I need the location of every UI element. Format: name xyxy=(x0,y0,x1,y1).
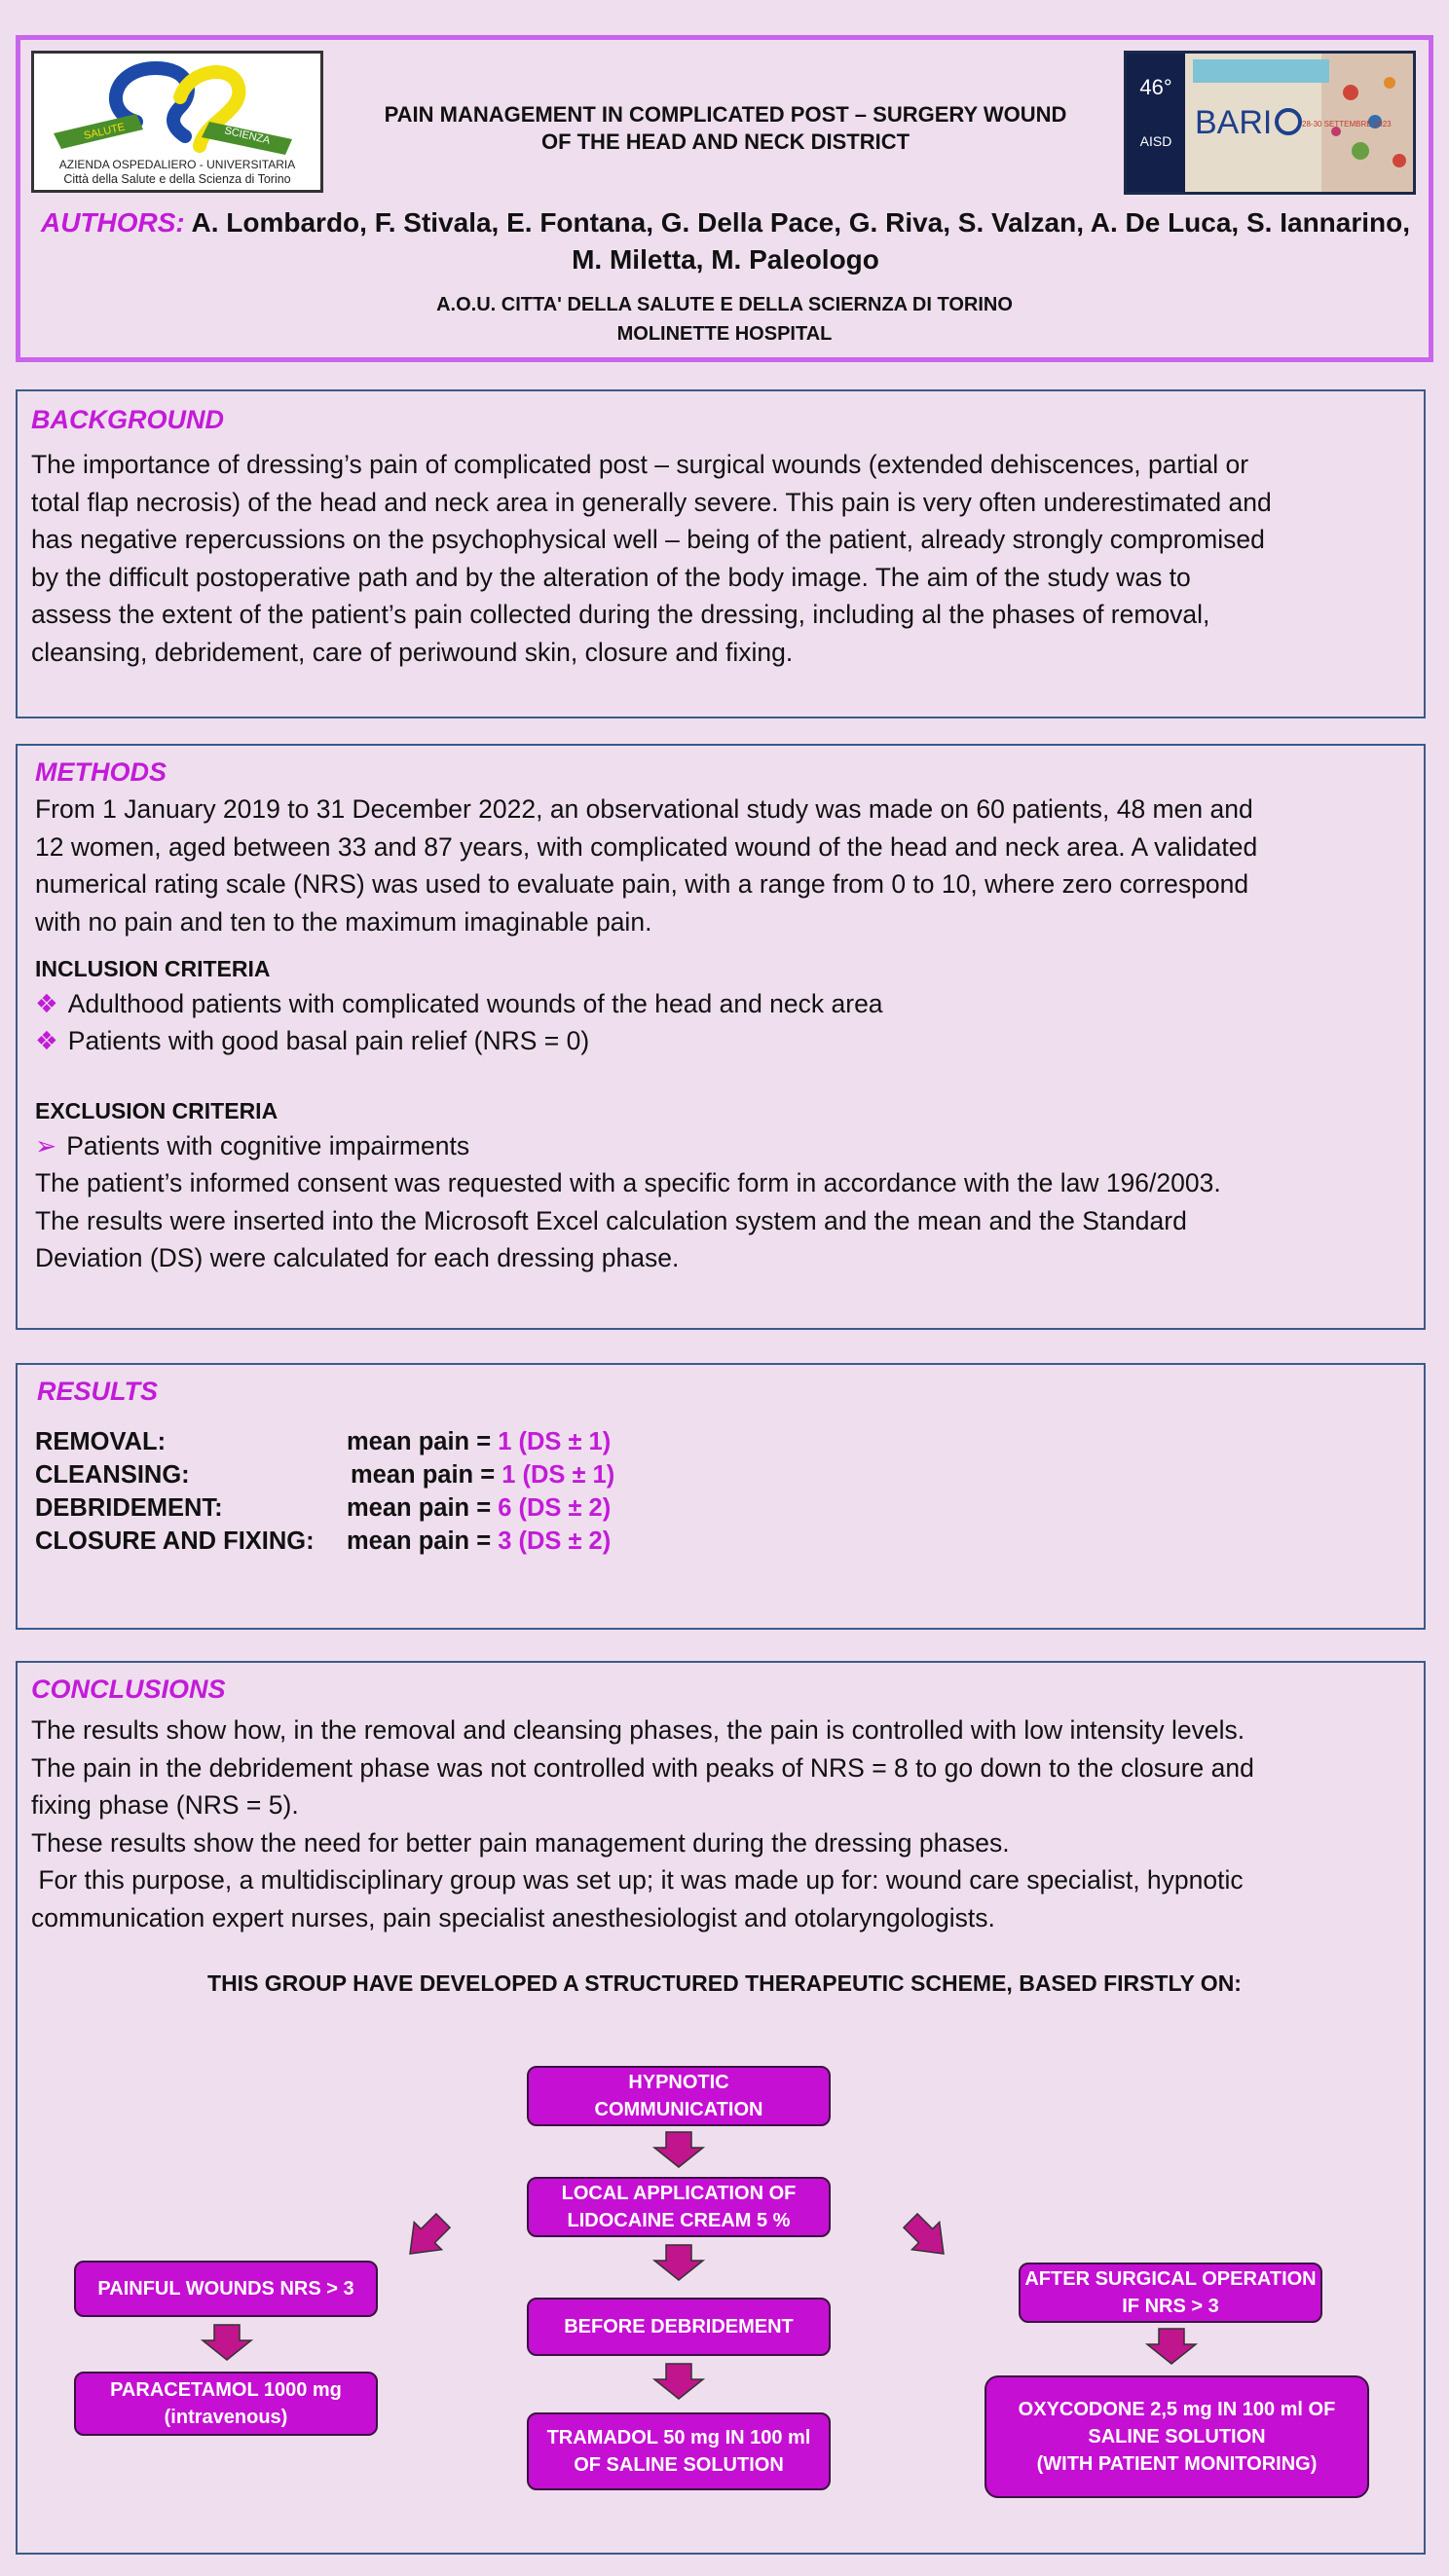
authors xyxy=(39,204,1412,278)
logo-ribbon-right: SCIENZA xyxy=(223,125,272,147)
methods-line: numerical rating scale (NRS) was used to evaluate pain, with a range from 0 to 10, where zero correspond xyxy=(35,869,1249,899)
scheme-title: THIS GROUP HAVE DEVELOPED A STRUCTURED THERAPEUTIC SCHEME, BASED FIRSTLY ON: xyxy=(207,1970,1242,1996)
down-arrow-icon xyxy=(651,2243,706,2282)
methods-section xyxy=(16,744,1426,1330)
methods-closing-line: Deviation (DS) were calculated for each dressing phase. xyxy=(35,1243,680,1272)
background-line: cleansing, debridement, care of periwound skin, closure and fixing. xyxy=(31,637,794,667)
methods-closing-line: The patient’s informed consent was requested with a specific form in accordance with the law 196/2003. xyxy=(35,1168,1221,1197)
results-row: CLOSURE AND FIXING: mean pain = 3 (DS ± 2) xyxy=(35,1527,612,1555)
methods-closing xyxy=(35,1164,1418,1277)
methods-closing-line: The results were inserted into the Microsoft Excel calculation system and the mean and the Standard xyxy=(35,1205,1187,1235)
authors-line-2: M. Miletta, M. Paleologo xyxy=(572,244,879,275)
down-arrow-icon xyxy=(651,2362,706,2401)
conclusions-text xyxy=(31,1711,1414,1936)
conclusions-line: The pain in the debridement phase was not controlled with peaks of NRS = 8 to go down to the closure and xyxy=(31,1752,1254,1783)
results-row: DEBRIDEMENT: mean pain = 6 (DS ± 2) xyxy=(35,1494,612,1522)
lidocaine-box: LOCAL APPLICATION OF LIDOCAINE CREAM 5 % xyxy=(527,2177,831,2237)
congress-number: 46° xyxy=(1139,75,1172,99)
inclusion-title: INCLUSION CRITERIA xyxy=(35,956,271,981)
background-line: by the difficult postoperative path and by the alteration of the body image. The aim of the study was to xyxy=(31,562,1191,592)
background-line: The importance of dressing’s pain of complicated post – surgical wounds (extended dehiscences, partial or xyxy=(31,450,1249,479)
hospital-logo-graphic xyxy=(34,54,320,190)
congress-dates: 28-30 SETTEMBRE 2023 xyxy=(1302,120,1392,129)
methods-title: METHODS xyxy=(35,757,167,787)
congress-logo xyxy=(1124,51,1416,195)
conclusions-title: CONCLUSIONS xyxy=(31,1674,226,1704)
conclusions-line: The results show how, in the removal and cleansing phases, the pain is controlled with low intensity levels. xyxy=(31,1715,1245,1745)
background-line: has negative repercussions on the psychophysical well – being of the patient, already strongly compromised xyxy=(31,525,1265,554)
affiliation-line-2: MOLINETTE HOSPITAL xyxy=(616,323,833,345)
inclusion-item: ❖ Patients with good basal pain relief (NRS = 0) xyxy=(35,1026,590,1055)
background-title: BACKGROUND xyxy=(31,405,224,434)
down-arrow-icon xyxy=(1144,2327,1199,2366)
logo-name-line1: AZIENDA OSPEDALIERO - UNIVERSITARIA xyxy=(58,158,296,171)
exclusion-title: EXCLUSION CRITERIA xyxy=(35,1098,279,1123)
title-line-1: PAIN MANAGEMENT IN COMPLICATED POST – SURGERY WOUND xyxy=(384,102,1067,127)
background-text xyxy=(31,446,1414,671)
poster-title xyxy=(341,101,1110,156)
background-section xyxy=(16,389,1426,718)
after-surgery-box: AFTER SURGICAL OPERATION IF NRS > 3 xyxy=(1019,2263,1322,2323)
results-row: REMOVAL: mean pain = 1 (DS ± 1) xyxy=(35,1428,612,1455)
results-row: CLEANSING: mean pain = 1 (DS ± 1) xyxy=(35,1461,615,1489)
paracetamol-box: PARACETAMOL 1000 mg (intravenous) xyxy=(74,2372,378,2436)
congress-org: AISD xyxy=(1139,133,1172,149)
affiliation xyxy=(292,290,1157,349)
methods-line: with no pain and ten to the maximum imaginable pain. xyxy=(35,906,652,937)
tramadol-box: TRAMADOL 50 mg IN 100 ml OF SALINE SOLUTION xyxy=(527,2412,831,2490)
results-title: RESULTS xyxy=(37,1377,159,1406)
conclusions-line: fixing phase (NRS = 5). xyxy=(31,1790,299,1820)
results-table xyxy=(35,1425,614,1558)
inclusion-item: ❖ Adulthood patients with complicated wounds of the head and neck area xyxy=(35,989,883,1018)
arrow-bullet-icon: ➢ xyxy=(35,1131,57,1160)
down-arrow-icon xyxy=(200,2323,254,2362)
conclusions-line: These results show the need for better pain management during the dressing phases. xyxy=(31,1827,1010,1858)
conclusions-line: communication expert nurses, pain specialist anesthesiologist and otolaryngologists. xyxy=(31,1902,995,1932)
oxycodone-box: OXYCODONE 2,5 mg IN 100 ml OF SALINE SOLUTION (WITH PATIENT MONITORING) xyxy=(985,2375,1369,2498)
hospital-logo xyxy=(31,51,323,193)
logo-ribbon-left: SALUTE xyxy=(82,121,127,142)
inclusion-list xyxy=(35,985,883,1059)
background-line: total flap necrosis) of the head and neck area in generally severe. This pain is very often underestimated and xyxy=(31,487,1272,517)
down-arrow-icon xyxy=(651,2130,706,2169)
conclusions-line: For this purpose, a multidisciplinary group was set up; it was made up for: wound care specialist, hypnotic xyxy=(31,1865,1244,1895)
diamond-bullet-icon: ❖ xyxy=(35,1026,58,1055)
results-section xyxy=(16,1363,1426,1630)
methods-text xyxy=(35,791,1418,940)
methods-line: 12 women, aged between 33 and 87 years, with complicated wound of the head and neck area. A validated xyxy=(35,831,1258,862)
hypnotic-communication-box: HYPNOTIC COMMUNICATION xyxy=(527,2066,831,2126)
affiliation-line-1: A.O.U. CITTA' DELLA SALUTE E DELLA SCIERNZA DI TORINO xyxy=(436,294,1013,315)
logo-name-line2: Città della Salute e della Scienza di Torino xyxy=(63,172,291,186)
authors-label: AUTHORS: xyxy=(40,207,185,238)
background-line: assess the extent of the patient’s pain collected during the dressing, including al the phases of removal, xyxy=(31,600,1210,629)
diagonal-arrow-icon xyxy=(399,2210,454,2264)
diamond-bullet-icon: ❖ xyxy=(35,989,58,1018)
painful-wounds-box: PAINFUL WOUNDS NRS > 3 xyxy=(74,2261,378,2317)
before-debridement-box: BEFORE DEBRIDEMENT xyxy=(527,2298,831,2356)
congress-logo-graphic xyxy=(1127,54,1413,192)
exclusion-item: ➢ Patients with cognitive impairments xyxy=(35,1131,470,1160)
authors-line-1: A. Lombardo, F. Stivala, E. Fontana, G. Della Pace, G. Riva, S. Valzan, A. De Luca, S. Iannarino, xyxy=(191,207,1411,238)
congress-city: BARI xyxy=(1195,104,1273,141)
diagonal-arrow-icon xyxy=(900,2210,954,2264)
exclusion-list xyxy=(35,1127,469,1164)
methods-line: From 1 January 2019 to 31 December 2022, an observational study was made on 60 patients, 48 men and xyxy=(35,794,1253,824)
title-line-2: OF THE HEAD AND NECK DISTRICT xyxy=(540,129,910,154)
